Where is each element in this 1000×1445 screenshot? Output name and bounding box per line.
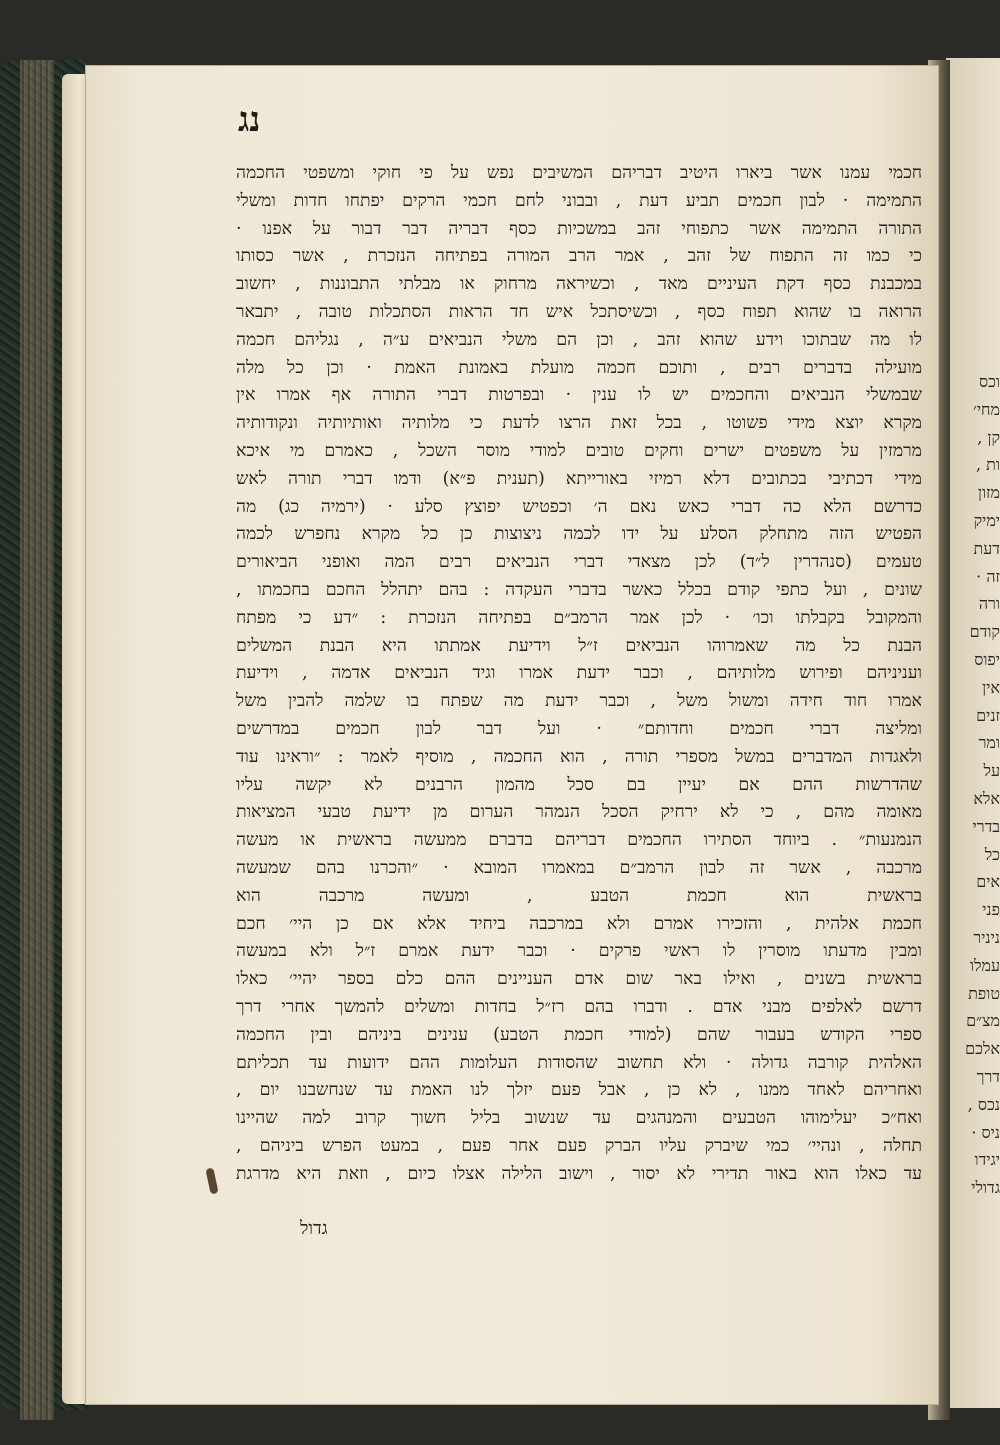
text-line: שהדרשות ההם אם יעיין בם סכל מהמון הרבנים לא יקשה עליו xyxy=(236,774,922,795)
facing-page-line: וכס xyxy=(978,372,1000,391)
text-line: האלהית קורבה גדולה · ולא תחשוב שהסודות העלומות ההם ידועות עד תכליתם xyxy=(236,1052,922,1073)
text-line: מידי דכתיבי בכתובים דלא רמיזי באורייתא (תענית פ״א) ודמו דברי תורה לאש xyxy=(236,468,922,489)
facing-page-line: נכס , xyxy=(967,1094,1000,1114)
text-line: טעמים (סנהדרין ל״ד) לכן מצאדי דברי הנביאים רבים המה ואופני הביאורים xyxy=(236,552,922,573)
text-line: מקרא יוצא מידי פשוטו , בכל זאת הרצו לדעת כי מלותיה ואותיותיה ונקודותיה xyxy=(236,413,922,434)
text-line: ולאגדות המדברים במשל מספרי תורה , הוא החכמה , מוסיף לאמר : ״וראינו עוד xyxy=(236,746,922,767)
text-line: במכבנת כסף דקת העיניים מאד , וכשיראה מרחוק או מבלתי התבוננות , יחשוב xyxy=(236,274,922,295)
facing-page-line: טופת xyxy=(968,983,1000,1003)
facing-page-text xyxy=(950,368,1000,1202)
facing-page-line: ומר xyxy=(978,733,1000,753)
facing-page-line: ורה xyxy=(978,594,1000,614)
facing-page-line: על xyxy=(983,761,1000,781)
text-line: ועניניהם ופירוש מלותיהם , וכבר ידעת אמרו וגיד הנביאים אדמה , וידיעת xyxy=(236,663,922,684)
facing-page-line: ניניר xyxy=(973,927,1000,947)
facing-page-line: מצ״ם xyxy=(966,1011,1000,1031)
facing-page-line: קודם xyxy=(969,622,1000,642)
facing-page-line: פני xyxy=(982,900,1000,920)
facing-page-line: זנים xyxy=(976,705,1000,725)
text-line: התמימה · לבון חכמים תביע דעת , ובבוני לחם חכמי הרקים יפתחו חדות ומשלי xyxy=(236,190,922,211)
text-line: הרואה בו שהוא תפוח כסף , וכשיסתכל איש חד הראות הסתכלות טובה , יתבאר xyxy=(236,301,922,322)
text-line: בראשית הוא חכמת הטבע , ומעשה מרכבה הוא xyxy=(236,885,922,906)
page-text xyxy=(236,160,922,1188)
facing-page-line: יגידו xyxy=(974,1150,1000,1170)
text-line: ואחריהם לאחד ממנו , לא כן , אבל פעם יזלך לנו האמת עד שנחשבנו יום , xyxy=(236,1080,922,1101)
text-line: כי כמו זה התפוח של זהב , אמר הרב המורה בפתיחה הנזכרת , אשר כסותו xyxy=(236,246,922,267)
facing-page-line: עמלו xyxy=(969,955,1000,975)
text-line: חכמי עמנו אשר ביארו היטיב דבריהם המשיבים נפש על פי חוקי ומשפטי החכמה xyxy=(236,163,922,183)
text-line: הפטיש הזה מתחלק הסלע על ידו לכמה ניצוצות כן כל מקרא נחפרש לכמה xyxy=(236,524,922,545)
facing-page-line: כל xyxy=(984,844,1000,864)
text-line: אמרו חוד חידה ומשול משל , וכבר ידעת מה שפתח בו שלמה להבין משל xyxy=(236,691,922,712)
text-line: והמקובל בקבלתו וכו׳ · לכן אמר הרמב״ם בפתיחה הנזכרת : ״דע כי מפתח xyxy=(236,607,922,628)
facing-page-line: דעת xyxy=(973,538,1000,558)
text-line: מרמזין על משפטים ישרים וחקים טובים למודי מוסר השכל , כאמרם מי איכא xyxy=(236,440,922,461)
facing-page-line: אין xyxy=(982,677,1000,697)
text-line: חכמת אלהית , והזכירו אמרם ולא במרכבה ביחיד אלא אם כן היי׳ חכם xyxy=(236,913,922,934)
text-line: התורה התמימה אשר כתפוחי זהב במשכיות כסף דבריה דבר דבור על אפנו · xyxy=(236,218,922,239)
text-line: ספרי הקודש בעבור שהם (למודי חכמת הטבע) ענינים ביניהם ובין החכמה xyxy=(236,1024,922,1045)
facing-page-line: אלא xyxy=(973,788,1000,808)
facing-page-line: גדולי xyxy=(971,1178,1000,1198)
catchword: גדול xyxy=(300,1218,328,1239)
facing-page-line: מזון xyxy=(977,483,1000,503)
text-line: שונים , ועל כתפי קודם בכלל כאשר בדברי העקדה : בהם יתהלל החכם בחכמתו , xyxy=(236,579,922,600)
facing-page-line: דרך xyxy=(976,1066,1000,1086)
facing-page-line: ניס · xyxy=(971,1122,1000,1142)
text-line: בראשית בשנים , ואילו באר שום אדם העניינים ההם כלם בספר יהיי׳ כאלו xyxy=(236,969,922,990)
text-line: לו מה שבתוכו וידע שהוא זהב , וכן הם משלי הנביאים ע״ה , נגליהם חכמה xyxy=(236,329,922,350)
text-line: הבנת כל מה שאמרוהו הנביאים ז״ל וידיעת אמתתו היא הבנת המשלים xyxy=(236,635,922,656)
text-line: כדרשם הלא כה דברי כאש נאם ה׳ וכפטיש יפוצץ סלע · (ירמיה כג) מה xyxy=(236,496,922,517)
text-line: ומבין מדעתו מוסרין לו ראשי פרקים · וכבר ידעת אמרם ז״ל ולא במעשה xyxy=(236,941,922,962)
page-number: נג xyxy=(238,100,261,140)
text-line: דרשם לאלפים מבני אדם . ודברו בהם רז״ל בחדות ומשלים להמשך אחרי דרך xyxy=(236,996,922,1017)
text-line: תחלה , ונהיי׳ כמי שיברק עליו הברק פעם אחר פעם , במעט הפרש ביניהם , xyxy=(236,1135,922,1156)
facing-page-line: מחי׳ xyxy=(973,399,1000,419)
facing-page-line: ימיק xyxy=(973,510,1000,530)
text-line: שבמשלי הנביאים והחכמים יש לו ענין · ובפרטות דברי התורה אף אמרו אין xyxy=(236,385,922,406)
text-line: הנמנעות״ . ביוחד הסתירו החכמים דבריהם בדברם ממעשה בראשית או מעשה xyxy=(236,830,922,851)
text-line: מועילה בדברים רבים , ותוכם חכמה מועלת באמונת האמת · וכן כל מלה xyxy=(236,357,922,378)
text-line: עד כאלו הוא באור תדירי לא יסור , וישוב הלילה אצלו כיום , וזאת היא מדרגת xyxy=(236,1163,922,1184)
facing-page-line: יפוס xyxy=(974,649,1000,669)
facing-page-line: ות , xyxy=(975,455,1000,475)
facing-page-line: קן , xyxy=(977,427,1000,447)
facing-page-line: זה · xyxy=(976,566,1000,586)
cover-binding xyxy=(20,60,54,1420)
text-line: ואח״כ יעלימוהו הטבעים והמנהגים עד שנשוב בליל חשוך קרוב למה שהיינו xyxy=(236,1108,922,1129)
facing-page-line: אלכם xyxy=(965,1039,1000,1059)
facing-page-line: אים xyxy=(976,872,1000,892)
text-line: מאומה מהם , כי לא ירחיק הסכל הנמהר הערום מן ידיעת טבעי המציאות xyxy=(236,802,922,823)
facing-page-line: בדרי xyxy=(972,816,1000,836)
text-line: ומליצה דברי חכמים וחדותם״ · ועל דבר לבון חכמים במדרשים xyxy=(236,718,922,739)
text-line: מרכבה , אשר זה לבון הרמב״ם במאמרו המובא · ״והכרנו בהם שמעשה xyxy=(236,857,922,878)
